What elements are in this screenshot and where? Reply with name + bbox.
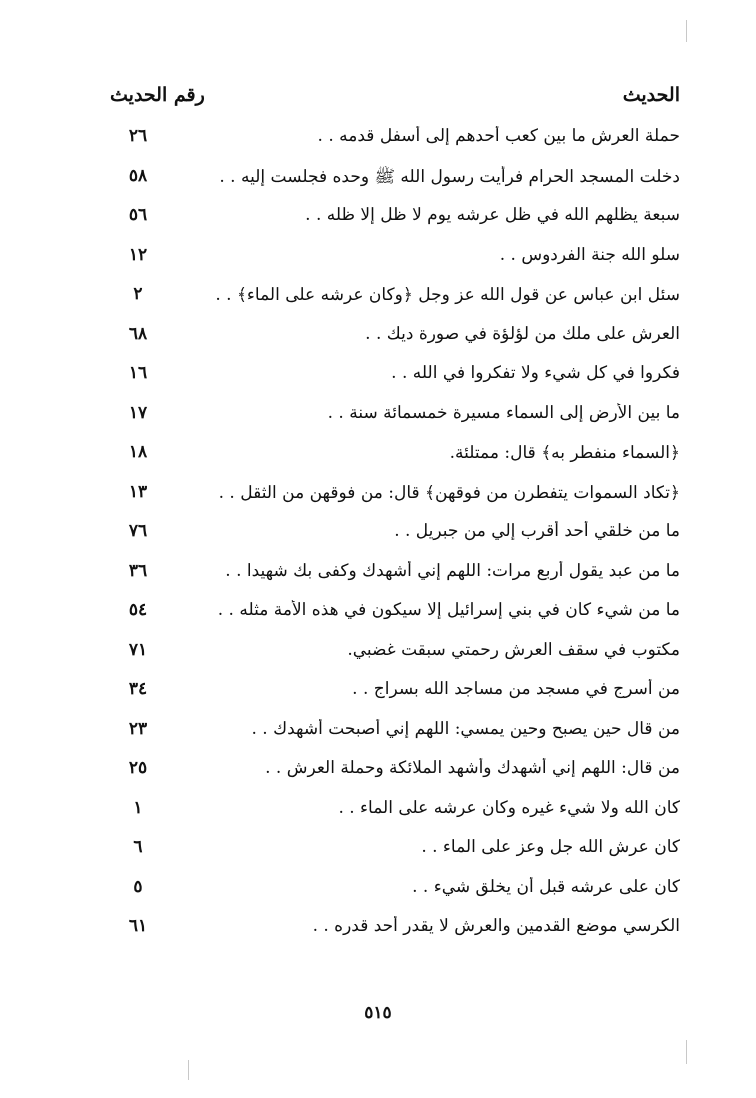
hadith-number: ٢٣	[128, 718, 148, 739]
hadith-text: سئل ابن عباس عن قول الله عز وجل ﴿وكان عرشه على الماء﴾ . .	[215, 285, 680, 305]
index-row	[110, 120, 680, 160]
index-row	[110, 199, 680, 239]
index-row	[110, 555, 680, 595]
hadith-text: ﴿تكاد السموات يتفطرن من فوقهن﴾ قال: من فوقهن من الثقل . .	[218, 482, 680, 503]
index-row	[110, 752, 680, 792]
index-row	[110, 397, 680, 437]
hadith-number: ١	[133, 797, 143, 818]
hadith-text: دخلت المسجد الحرام فرأيت رسول الله ﷺ وحده فجلست إليه . .	[219, 166, 680, 187]
hadith-text: كان على عرشه قبل أن يخلق شيء . .	[412, 876, 680, 897]
hadith-number: ٦١	[128, 916, 148, 936]
hadith-number: ٥٦	[128, 205, 148, 225]
table-header	[110, 84, 680, 114]
index-row	[110, 160, 680, 200]
index-row	[110, 357, 680, 397]
hadith-text: مكتوب في سقف العرش رحمتي سبقت غضبي.	[347, 639, 680, 660]
index-row	[110, 673, 680, 713]
hadith-text: كان عرش الله جل وعز على الماء . .	[421, 837, 680, 857]
hadith-number: ٢	[133, 284, 143, 304]
index-row	[110, 476, 680, 516]
hadith-text: الكرسي موضع القدمين والعرش لا يقدر أحد قدره . .	[312, 916, 680, 936]
hadith-number: ٢٥	[128, 758, 148, 778]
hadith-number: ١٢	[128, 244, 148, 265]
margin-tick-right	[686, 1040, 687, 1064]
hadith-text: حملة العرش ما بين كعب أحدهم إلى أسفل قدمه . .	[317, 126, 680, 146]
hadith-text: سبعة يظلهم الله في ظل عرشه يوم لا ظل إلا ظله . .	[305, 205, 680, 225]
index-row	[110, 594, 680, 634]
index-row	[110, 239, 680, 279]
hadith-number: ٥	[133, 876, 143, 897]
header-hadith-number: رقم الحديث	[110, 84, 205, 106]
hadith-number: ٧٦	[128, 521, 148, 541]
index-row	[110, 318, 680, 358]
hadith-number: ١٣	[128, 481, 148, 502]
index-row	[110, 713, 680, 753]
hadith-number: ٦	[133, 837, 143, 857]
index-row	[110, 792, 680, 832]
hadith-text: ما من عبد يقول أربع مرات: اللهم إني أشهدك وكفى بك شهيدا . .	[225, 560, 680, 581]
page-number: ٥١٥	[364, 1003, 392, 1023]
index-row	[110, 515, 680, 555]
hadith-number: ١٨	[128, 442, 148, 462]
index-row	[110, 871, 680, 911]
hadith-text: من قال: اللهم إني أشهدك وأشهد الملائكة وحملة العرش . .	[265, 758, 680, 778]
hadith-text: ﴿السماء منفطر به﴾ قال: ممتلئة.	[449, 443, 680, 463]
hadith-index-list	[110, 120, 680, 950]
hadith-number: ٦٨	[128, 323, 148, 344]
hadith-number: ١٧	[128, 402, 148, 423]
hadith-text: ما من خلقي أحد أقرب إلي من جبريل . .	[394, 521, 680, 541]
hadith-text: ما بين الأرض إلى السماء مسيرة خمسمائة سنة . .	[327, 402, 680, 423]
hadith-text: فكروا في كل شيء ولا تفكروا في الله . .	[391, 363, 680, 383]
hadith-text: سلو الله جنة الفردوس . .	[499, 244, 680, 265]
index-row	[110, 634, 680, 674]
index-row	[110, 910, 680, 950]
hadith-text: من قال حين يصبح وحين يمسي: اللهم إني أصبحت أشهدك . .	[251, 718, 680, 739]
hadith-number: ٥٨	[128, 165, 148, 186]
index-row	[110, 436, 680, 476]
header-hadith: الحديث	[622, 84, 680, 106]
hadith-number: ٥٤	[128, 600, 148, 620]
hadith-text: كان الله ولا شيء غيره وكان عرشه على الماء . .	[338, 797, 680, 818]
hadith-text: العرش على ملك من لؤلؤة في صورة ديك . .	[365, 323, 680, 344]
hadith-number: ٧١	[128, 639, 148, 660]
hadith-text: ما من شيء كان في بني إسرائيل إلا سيكون في هذه الأمة مثله . .	[217, 600, 680, 620]
hadith-number: ٣٦	[128, 560, 148, 581]
hadith-number: ١٦	[128, 363, 148, 383]
index-row	[110, 831, 680, 871]
hadith-text: من أسرج في مسجد من مساجد الله بسراج . .	[352, 679, 680, 699]
hadith-number: ٣٤	[128, 679, 148, 699]
hadith-number: ٢٦	[128, 126, 148, 146]
index-row	[110, 278, 680, 318]
margin-tick-bottom	[188, 1060, 189, 1080]
margin-tick-top	[686, 20, 687, 42]
